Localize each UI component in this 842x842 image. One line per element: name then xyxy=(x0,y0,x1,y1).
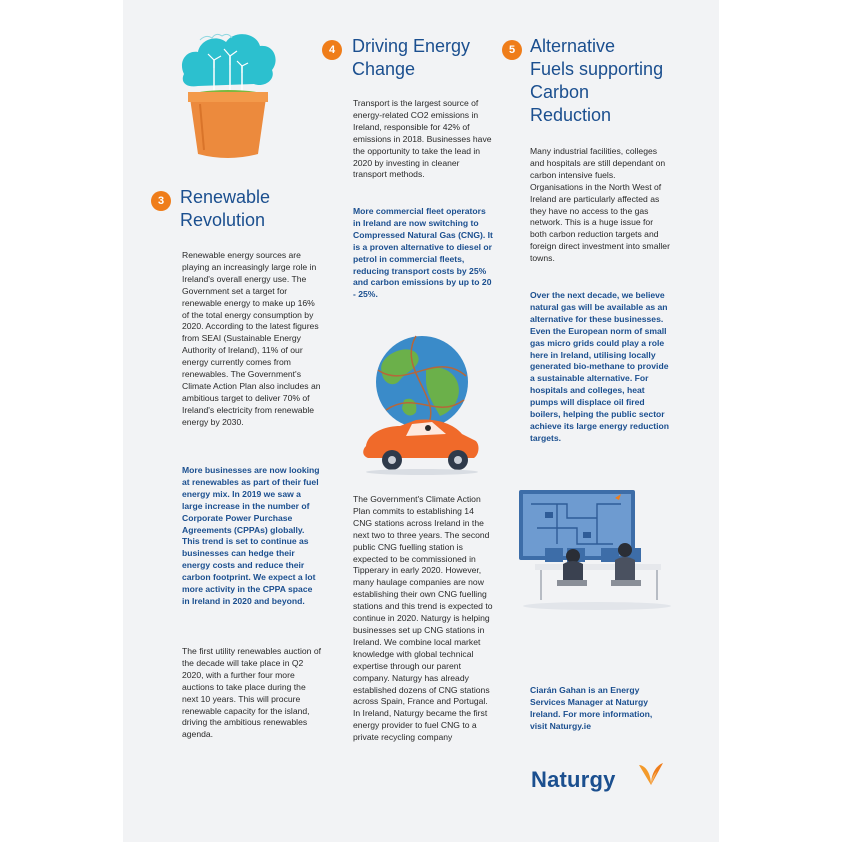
section-5-badge: 5 xyxy=(502,40,522,60)
section-4-title-line: Change xyxy=(352,59,416,79)
author-note: Ciarán Gahan is an Energy Services Manager at Naturgy Ireland. For more information, visit Naturgy.ie xyxy=(530,685,653,731)
section-5-title-line: Carbon xyxy=(530,82,590,102)
section-3-paragraph: The first utility renewables auction of the decade will take place in Q2 2020, with a further four more auctions to take place during the next 10 years. This will procure renewable capacity for the island, driving the ambitious renewables agenda. xyxy=(182,646,321,740)
article-page xyxy=(123,0,719,842)
section-3-paragraph: Renewable energy sources are playing an increasingly large role in Ireland's overall energy use. The Government set a target for renewable energy to make up 16% of the total energy consumption by 2020. According to the latest figures from SEAI (Sustainable Energy Authority of Ireland), 11% of our energy currently comes from renewables. The Government's Climate Action Plan also includes an ambitious target to deliver 70% of Ireland's electricity from renewable energy by 2030. xyxy=(182,250,321,427)
section-5-title-line: Alternative xyxy=(530,36,616,56)
section-4-paragraph: Transport is the largest source of energy-related CO2 emissions in Ireland, responsible for 42% of emissions in 2018. Businesses have the opportunity to take the lead in 2020 by investing in cleaner transport methods. xyxy=(353,98,492,180)
section-5-title xyxy=(530,35,680,127)
section-5-highlight: Over the next decade, we believe natural gas will be available as an alternative for these businesses. Even the European norm of small gas micro grids could play a role here in Ireland, utilising locally generated bio-methane to provide a sustainable alternative. For hospitals and colleges, heat pumps will displace oil fired boilers, helping the public sector achieve its large energy reduction targets. xyxy=(530,290,669,443)
section-5-title-line: Reduction xyxy=(530,105,612,125)
globe-car-icon xyxy=(356,330,486,475)
naturgy-logo-text: Naturgy xyxy=(531,767,616,792)
wind-turbine-pot-icon xyxy=(178,22,278,162)
section-5-title-line: Fuels supporting xyxy=(530,59,664,79)
section-4-highlight: More commercial fleet operators in Ireland are now switching to Compressed Natural Gas (CNG). It is a proven alternative to diesel or petrol in commercial fleets, reducing transport costs by 25% and carbon emissions by up to 20 - 25%. xyxy=(353,206,493,300)
section-3-title-line: Revolution xyxy=(180,210,266,230)
section-5-paragraph: Many industrial facilities, colleges and hospitals are still dependant on carbon intensive fuels. Organisations in the North West of Ireland are particularly affected as they have no access to the gas network. This is a huge issue for both carbon reduction targets and foreign direct investment into smaller towns. xyxy=(530,146,670,264)
section-3-title-line: Renewable xyxy=(180,187,271,207)
section-3-title xyxy=(180,186,330,232)
section-4-title xyxy=(352,35,492,81)
section-4-badge: 4 xyxy=(322,40,342,60)
butterfly-logo-icon xyxy=(637,761,665,787)
section-4-title-line: Driving Energy xyxy=(352,36,471,56)
section-3-highlight: More businesses are now looking at renewables as part of their fuel energy mix. In 2019 we saw a large increase in the number of Corporate Power Purchase Agreements (CPPAs) globally. This trend is set to continue as businesses can hedge their energy costs and reduce their carbon footprint. We expect a lot more activity in the CPPA space in Ireland in 2020 and beyond. xyxy=(182,465,320,606)
section-4-paragraph: The Government's Climate Action Plan commits to establishing 14 CNG stations across Ireland in the next two to three years. The second public CNG fuelling station is expected to be commissioned in Tipperary in early 2020. However, many haulage companies are now establishing their own CNG fuelling stations and this trend is expected to continue in 2020. Naturgy is helping businesses set up CNG stations in Ireland. We combine local market knowledge with global technical expertise through our parent company. Naturgy has already established dozens of CNG stations across Spain, France and Portugal. In Ireland, Naturgy became the first energy provider to fuel CNG to a private recycling company xyxy=(353,494,493,743)
section-3-badge: 3 xyxy=(151,191,171,211)
control-room-icon xyxy=(517,488,672,613)
